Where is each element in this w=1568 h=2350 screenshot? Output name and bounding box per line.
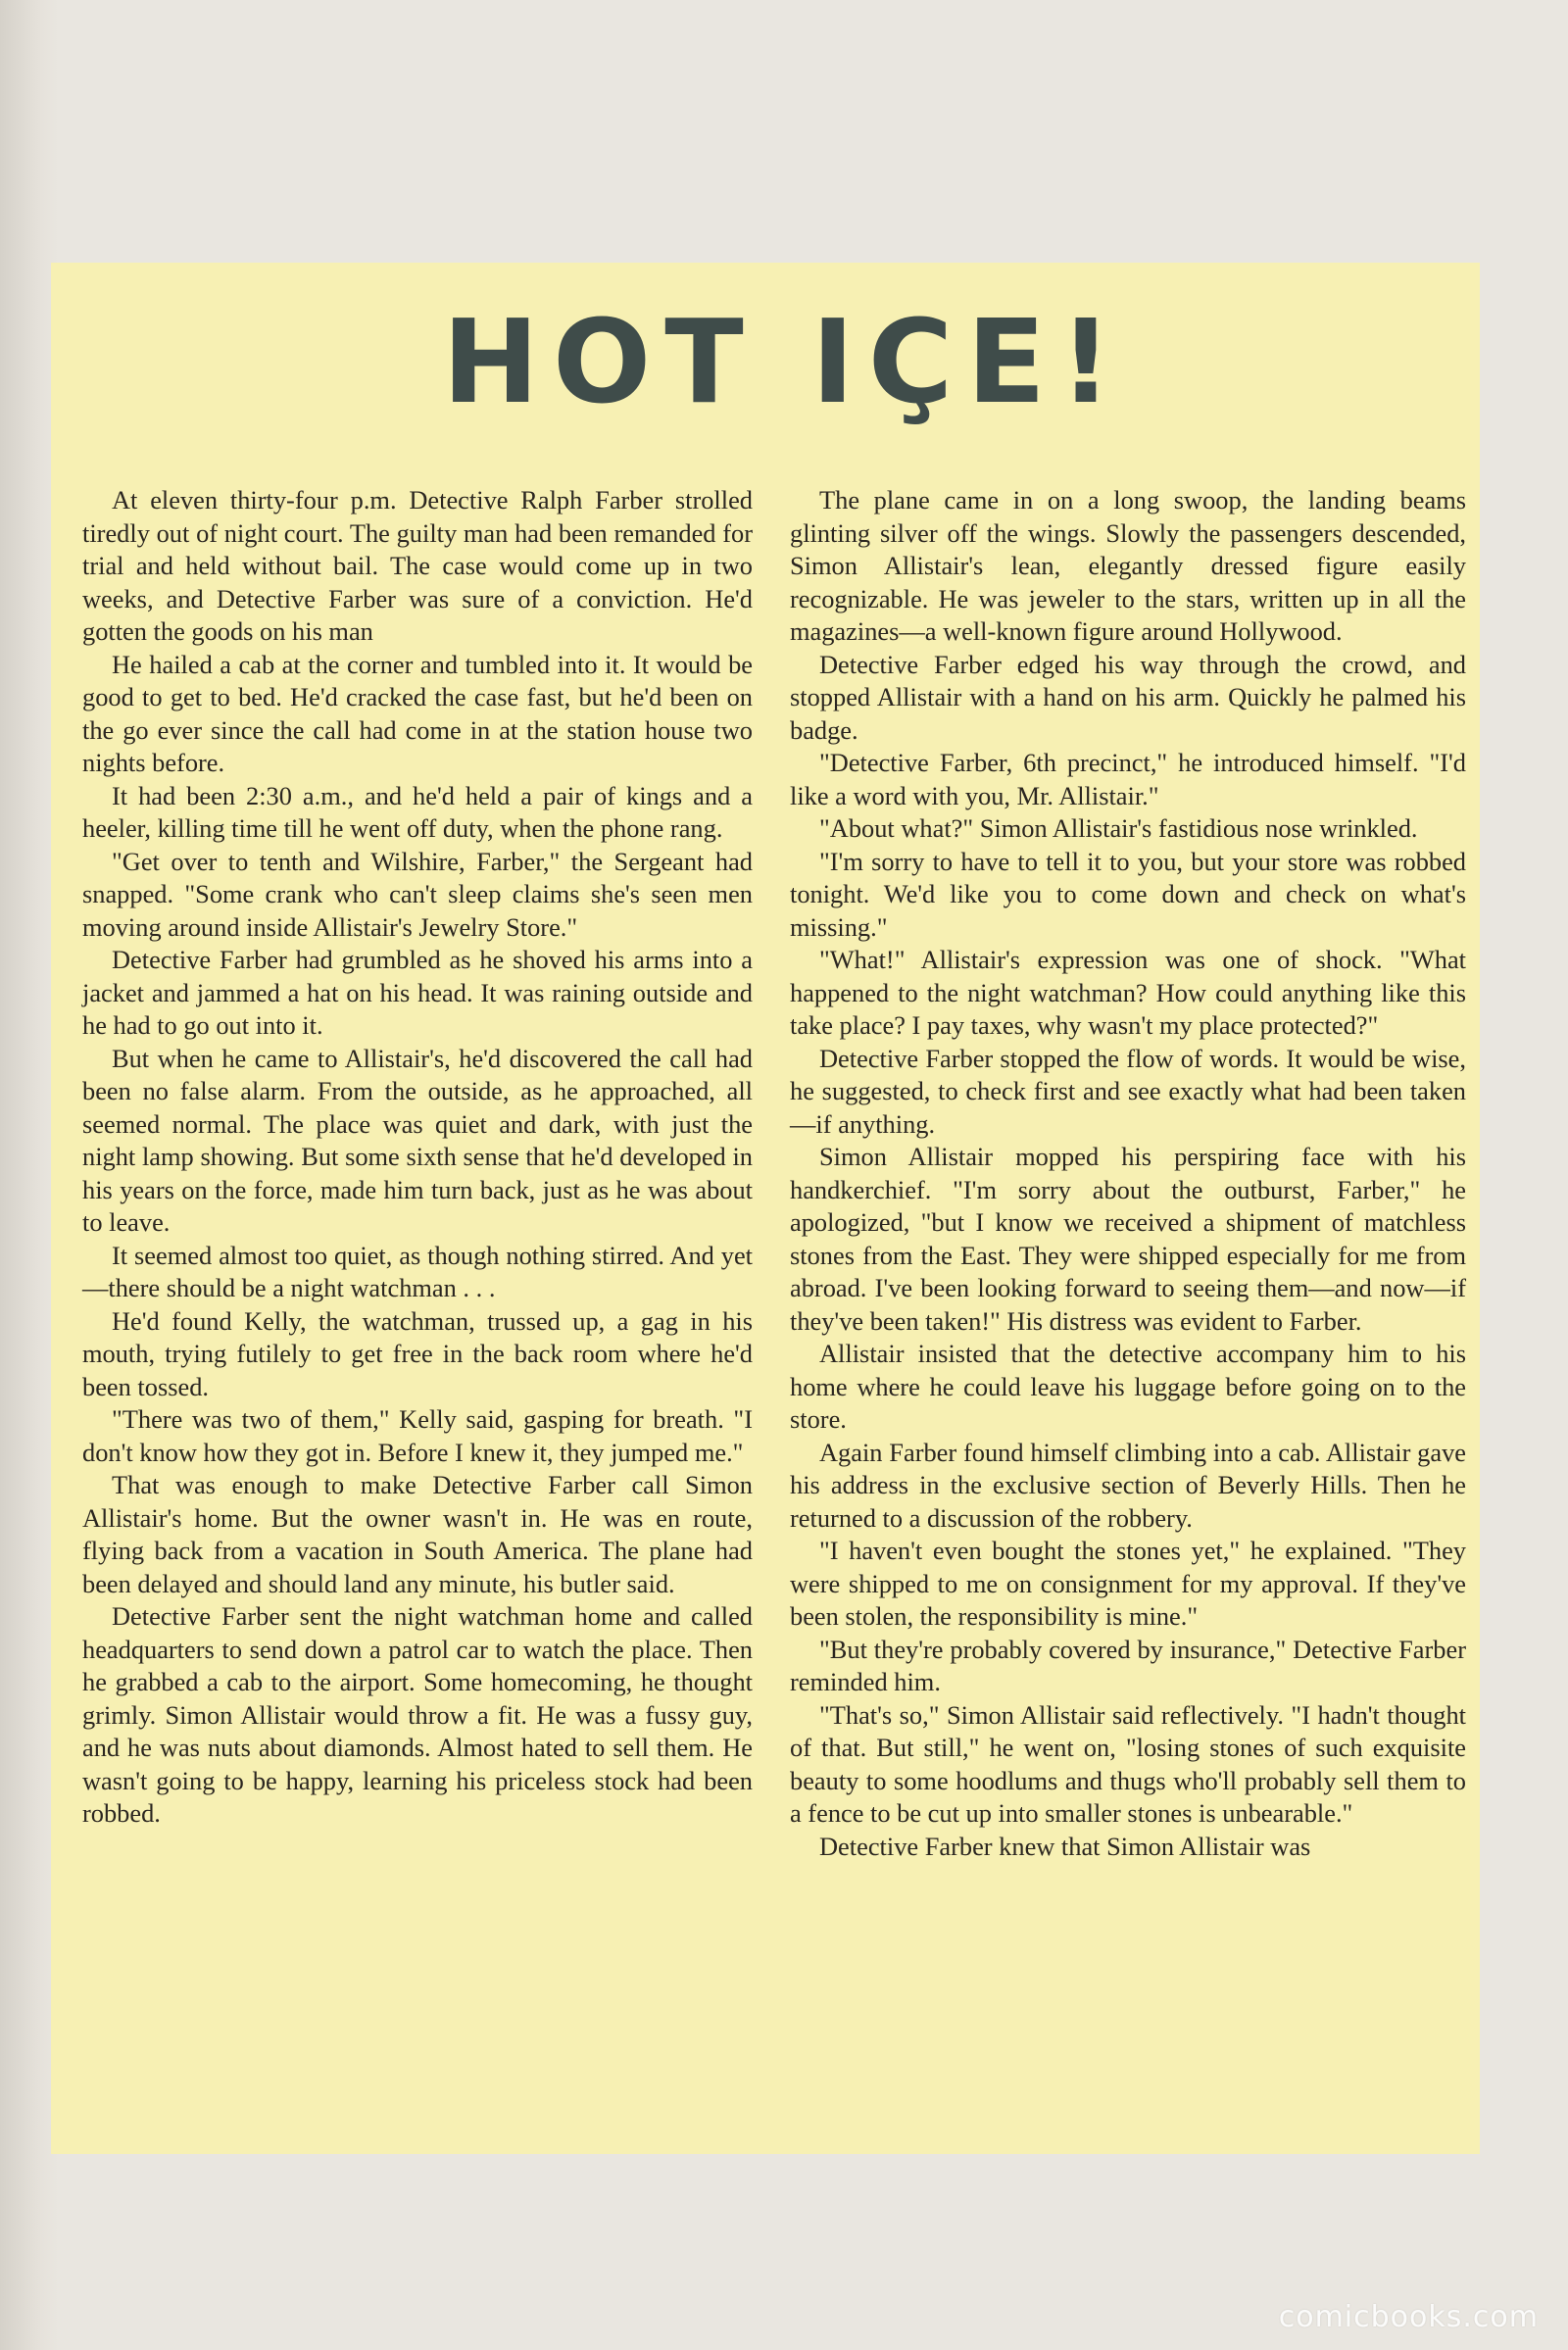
paragraph: "About what?" Simon Allistair's fastidious nose wrinkled. [819, 813, 1418, 843]
paragraph: It had been 2:30 a.m., and he'd held a pair of kings and a heeler, killing time till he went off duty, when the phone rang. [82, 780, 753, 843]
paragraph: Detective Farber stopped the flow of words. It would be wise, he suggested, to check first and see exactly what had been taken—if anything. [790, 1043, 1466, 1139]
paragraph: But when he came to Allistair's, he'd discovered the call had been no false alarm. From the outside, as he approached, all seemed normal. The place was quiet and dark, with just the night lamp showing. But some sixth sense that he'd developed in his years on the force, made him turn back, just as he was about to leave. [82, 1043, 753, 1237]
paragraph: "That's so," Simon Allistair said reflectively. "I hadn't thought of that. But still," he went on, "losing stones of such exquisite beauty to some hoodlums and thugs who'll probably sell them to a fence to be cut up into smaller stones is unbearable." [790, 1699, 1466, 1828]
paragraph: Detective Farber had grumbled as he shoved his arms into a jacket and jammed a hat on his head. It was raining outside and he had to go out into it. [82, 945, 753, 1040]
paragraph: "There was two of them," Kelly said, gasping for breath. "I don't know how they got in. Before I knew it, they jumped me." [82, 1404, 753, 1467]
paragraph: That was enough to make Detective Farber call Simon Allistair's home. But the owner wasn't in. He was en route, flying back from a vacation in South America. The plane had been delayed and should land any minute, his butler said. [82, 1470, 753, 1598]
paragraph: The plane came in on a long swoop, the landing beams glinting silver off the wings. Slowly the passengers descended, Simon Allistair's lean, elegantly dressed figure easily recognizable. He was jeweler to the stars, written up in all the magazines—a well-known figure around Hollywood. [790, 485, 1466, 646]
paragraph: He hailed a cab at the corner and tumbled into it. It would be good to get to bed. He'd cracked the case fast, but he'd been on the go ever since the call had come in at the station house two nights before. [82, 649, 753, 777]
watermark: comicbooks.com [1278, 2300, 1539, 2334]
paragraph: At eleven thirty-four p.m. Detective Ralph Farber strolled tiredly out of night court. The guilty man had been remanded for trial and held without bail. The case would come up in two weeks, and Detective Farber was sure of a conviction. He'd gotten the goods on his man [82, 485, 753, 646]
paragraph: "But they're probably covered by insurance," Detective Farber reminded him. [790, 1634, 1466, 1696]
paragraph: Simon Allistair mopped his perspiring face with his handkerchief. "I'm sorry about the outburst, Farber," he apologized, "but I know we received a shipment of matchless stones from the East. They were shipped especially for me from abroad. I've been looking forward to seeing them—and now—if they've been taken!" His distress was evident to Farber. [790, 1142, 1466, 1336]
paragraph: Detective Farber knew that Simon Allistair was [819, 1831, 1311, 1861]
paragraph: "Detective Farber, 6th precinct," he introduced himself. "I'd like a word with you, Mr. Allistair." [790, 748, 1466, 810]
text-column-right [790, 484, 1466, 1863]
paragraph: Detective Farber edged his way through the crowd, and stopped Allistair with a hand on his arm. Quickly he palmed his badge. [790, 649, 1466, 745]
paragraph: Allistair insisted that the detective accompany him to his home where he could leave his luggage before going on to the store. [790, 1339, 1466, 1434]
paragraph: "Get over to tenth and Wilshire, Farber," the Sergeant had snapped. "Some crank who can't sleep claims she's seen men moving around inside Allistair's Jewelry Store." [82, 846, 753, 942]
paragraph: "I'm sorry to have to tell it to you, but your store was robbed tonight. We'd like you to come down and check on what's missing." [790, 846, 1466, 942]
paragraph: "I haven't even bought the stones yet," he explained. "They were shipped to me on consignment for my approval. If they've been stolen, the responsibility is mine." [790, 1536, 1466, 1631]
paragraph: "What!" Allistair's expression was one of shock. "What happened to the night watchman? How could anything like this take place? I pay taxes, why wasn't my place protected?" [790, 945, 1466, 1040]
paragraph: Again Farber found himself climbing into a cab. Allistair gave his address in the exclusive section of Beverly Hills. Then he returned to a discussion of the robbery. [790, 1437, 1466, 1533]
paragraph: Detective Farber sent the night watchman home and called headquarters to send down a patrol car to watch the place. Then he grabbed a cab to the airport. Some homecoming, he thought grimly. Simon Allistair would throw a fit. He was a fussy guy, and he was nuts about diamonds. Almost hated to sell them. He wasn't going to be happy, learning his priceless stock had been robbed. [82, 1601, 753, 1828]
paragraph: He'd found Kelly, the watchman, trussed up, a gag in his mouth, trying futilely to get free in the back room where he'd been tossed. [82, 1305, 753, 1401]
story-title: HOT IÇE! [442, 294, 1126, 429]
text-column-left [82, 484, 753, 1831]
paragraph: It seemed almost too quiet, as though nothing stirred. And yet—there should be a night watchman . . . [82, 1240, 753, 1302]
